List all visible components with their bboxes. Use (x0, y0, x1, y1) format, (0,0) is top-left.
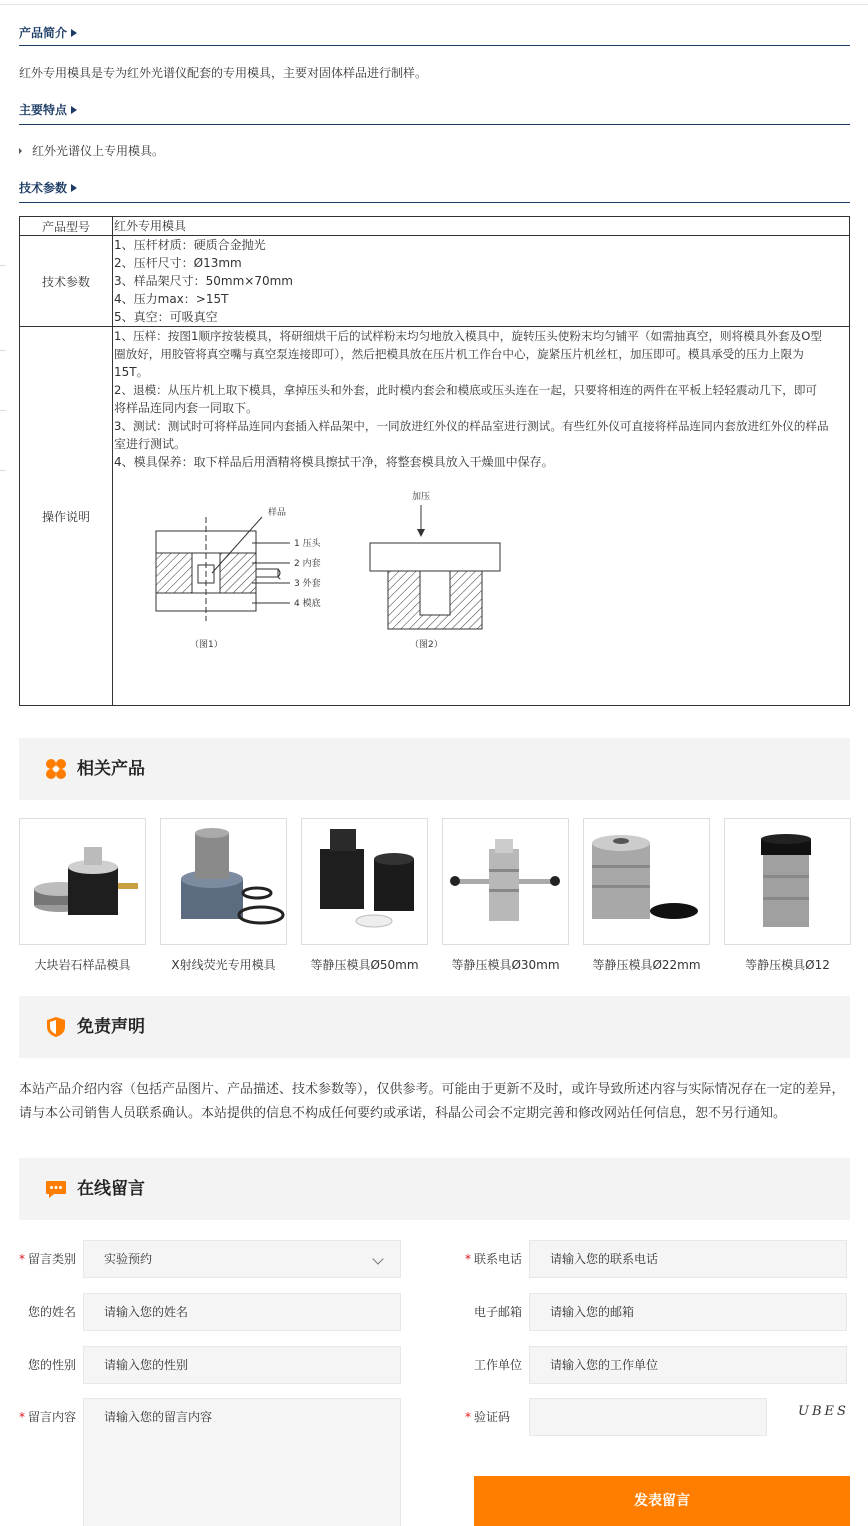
related-products-header (19, 738, 850, 800)
param-line: 4、压力max：>15T (114, 292, 229, 306)
product-card[interactable] (160, 818, 287, 973)
feature-item (19, 142, 164, 159)
captcha-image[interactable]: UBES (798, 1404, 849, 1419)
table-row (20, 327, 850, 706)
left-edge-tick (0, 410, 6, 411)
disclaimer-header (19, 996, 850, 1058)
company-label: 工作单位 (473, 1358, 522, 1372)
phone-input[interactable]: 请输入您的联系电话 (529, 1240, 847, 1278)
diagram-label-part: 3 外套 (294, 579, 321, 589)
param-line: 5、真空：可吸真空 (114, 310, 218, 324)
ops-line: 4、模具保养：取下样品后用酒精将模具擦拭干净，将整套模具放入干燥皿中保存。 (114, 455, 554, 469)
section-title-intro (19, 26, 850, 46)
section-title-specs (19, 181, 850, 201)
arrow-right-icon (71, 29, 77, 37)
section-title-text: 主要特点 (19, 103, 68, 117)
product-name[interactable]: 等静压模具Ø22mm (592, 958, 701, 972)
ops-line: 2、退模：从压片机上取下模具，拿掉压头和外套，此时模内套会和模底或压头连在一起，只要将相连的两件在平板上轻轻震动几下，即可 (114, 383, 818, 397)
diagram-label-part: 1 压头 (294, 539, 321, 549)
arrow-right-icon (71, 106, 77, 114)
company-input[interactable]: 请输入您的工作单位 (529, 1346, 847, 1384)
section-title-features (19, 103, 850, 123)
product-image[interactable] (583, 818, 710, 945)
product-image[interactable] (442, 818, 569, 945)
param-line: 3、样品架尺寸：50mm×70mm (114, 274, 293, 288)
table-key: 技术参数 (20, 236, 113, 327)
disclaimer-text: 本站产品介绍内容（包括产品图片、产品描述、技术参数等），仅供参考。可能由于更新不及时，或许导致所述内容与实际情况存在一定的差异，请与本公司销售人员联系确认。本站提供的信息不构成任何要约或承诺，科晶公司会不定期完善和修改网站任何信息，恕不另行通知。 (19, 1082, 845, 1121)
phone-label (460, 1240, 522, 1278)
section-heading: 在线留言 (77, 1179, 145, 1199)
required-mark: * (18, 1252, 25, 1266)
ops-line: 3、测试：测试时可将样品连同内套插入样品架中，一同放进红外仪的样品室进行测试。有些红外仪可直接将样品连同内套放进红外仪的样品 (114, 419, 829, 433)
label-text: 留言类别 (27, 1252, 76, 1266)
gender-input[interactable]: 请输入您的性别 (83, 1346, 401, 1384)
message-header (19, 1158, 850, 1220)
feature-text: 红外光谱仪上专用模具。 (32, 144, 165, 158)
product-card[interactable] (583, 818, 710, 973)
table-row (20, 217, 850, 236)
product-name[interactable]: X射线荧光专用模具 (171, 958, 276, 972)
bullet-icon (19, 148, 22, 154)
diagram-caption-fig1: （图1） (190, 640, 223, 650)
label-text: 验证码 (473, 1410, 510, 1424)
product-card[interactable] (442, 818, 569, 973)
product-image[interactable] (160, 818, 287, 945)
intro-text: 红外专用模具是专为红外光谱仪配套的专用模具，主要对固体样品进行制样。 (19, 66, 428, 80)
table-value: 红外专用模具 (113, 217, 850, 236)
product-image[interactable] (724, 818, 851, 945)
diagram-label-part: 2 内套 (294, 559, 321, 569)
ops-line: 1、压样：按图1顺序按装模具，将研细烘干后的试样粉末均匀地放入模具中，旋转压头使粉末均匀铺平（如需抽真空，则将模具外套及O型 (114, 329, 822, 343)
section-rule (19, 124, 850, 125)
mold-diagram (152, 487, 512, 657)
name-input[interactable]: 请输入您的姓名 (83, 1293, 401, 1331)
table-key: 操作说明 (20, 327, 113, 706)
chat-bubble-icon (45, 1178, 67, 1200)
shield-icon (45, 1016, 67, 1038)
required-mark: * (18, 1410, 25, 1424)
content-label (14, 1398, 76, 1436)
spec-table (19, 216, 850, 706)
grid-flower-icon (45, 758, 67, 780)
ops-line: 15T。 (114, 365, 149, 379)
product-card[interactable] (19, 818, 146, 973)
top-divider (0, 4, 868, 5)
product-image[interactable] (19, 818, 146, 945)
table-row (20, 236, 850, 327)
captcha-input[interactable] (529, 1398, 767, 1436)
diagram-label-sample: 样品 (268, 508, 287, 518)
required-mark: * (464, 1410, 471, 1424)
section-heading: 免责声明 (77, 1017, 145, 1037)
required-mark: * (464, 1252, 471, 1266)
label-text: 联系电话 (473, 1252, 522, 1266)
product-name[interactable]: 等静压模具Ø12 (745, 958, 830, 972)
section-rule (19, 202, 850, 203)
gender-label: 您的性别 (27, 1358, 76, 1372)
arrow-down-icon (417, 529, 425, 537)
product-card[interactable] (724, 818, 851, 973)
captcha-label (460, 1398, 510, 1436)
product-image[interactable] (301, 818, 428, 945)
category-label (14, 1240, 76, 1278)
product-name[interactable]: 等静压模具Ø30mm (451, 958, 560, 972)
content-textarea[interactable]: 请输入您的留言内容 (83, 1398, 401, 1526)
table-key: 产品型号 (20, 217, 113, 236)
chevron-down-icon (372, 1253, 383, 1264)
product-name[interactable]: 等静压模具Ø50mm (310, 958, 419, 972)
submit-button[interactable]: 发表留言 (474, 1476, 850, 1526)
section-heading: 相关产品 (77, 759, 145, 779)
category-select[interactable] (83, 1240, 401, 1278)
left-edge-tick (0, 470, 6, 471)
diagram-caption-fig2: （图2） (410, 640, 443, 650)
ops-line: 室进行测试。 (114, 437, 187, 451)
arrow-right-icon (71, 184, 77, 192)
email-label: 电子邮箱 (473, 1305, 522, 1319)
left-edge-tick (0, 350, 6, 351)
product-name[interactable]: 大块岩石样品模具 (34, 958, 131, 972)
ops-cell (113, 327, 850, 706)
param-line: 2、压杆尺寸：Ø13mm (114, 256, 242, 270)
section-title-text: 技术参数 (19, 181, 68, 195)
product-card[interactable] (301, 818, 428, 973)
left-edge-tick (0, 265, 6, 266)
ops-line: 将样品连同内套一同取下。 (114, 401, 259, 415)
param-line: 1、压杆材质：硬质合金抛光 (114, 238, 266, 252)
params-cell (113, 236, 850, 327)
label-text: 留言内容 (27, 1410, 76, 1424)
section-title-text: 产品简介 (19, 26, 68, 40)
diagram-label-press: 加压 (412, 492, 431, 502)
email-input[interactable]: 请输入您的邮箱 (529, 1293, 847, 1331)
diagram-label-part: 4 模底 (294, 599, 321, 609)
select-value: 实验预约 (104, 1252, 153, 1266)
ops-line: 圈放好，用胶管将真空嘴与真空泵连接即可），然后把模具放在压片机工作台中心，旋紧压片机丝杠，加压即可。模具承受的压力上限为 (114, 347, 804, 361)
name-label: 您的姓名 (27, 1305, 76, 1319)
